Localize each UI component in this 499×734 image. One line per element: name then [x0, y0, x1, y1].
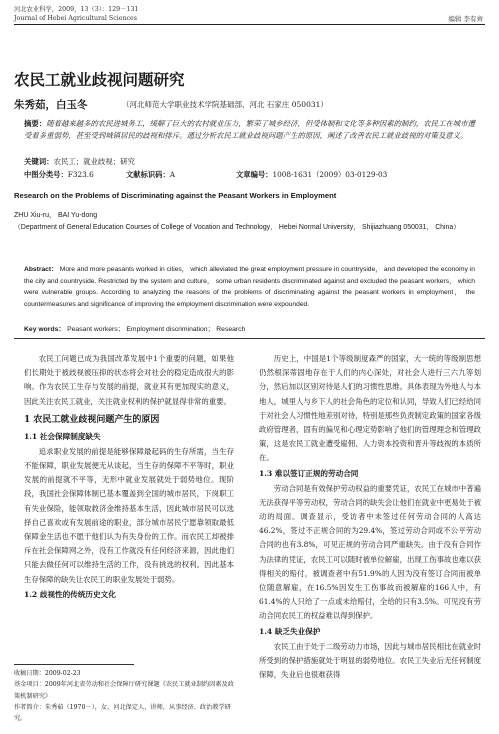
english-keywords-text: Peasant workers； Employment discrimination； Research [67, 326, 246, 333]
body-column-left [24, 352, 234, 603]
footnote-rule [14, 664, 134, 665]
doc-code-value: A [169, 170, 176, 179]
english-title: Research on the Problems of Discriminating against the Peasant Workers in Employment [14, 191, 337, 200]
english-abstract [24, 264, 475, 310]
body-column-right [259, 352, 481, 682]
journal-name-en: Journal of Hebei Agricultural Sciences [14, 14, 138, 22]
article-authors: 朱秀茹，白玉冬 [14, 99, 88, 111]
english-affiliation: （Department of General Education Courses of College of Vocation and Technology， Hebei Normal University， Shijiazhuang 050031， China） [14, 224, 461, 231]
abstract-rule [14, 338, 485, 339]
article-no-value: 1008-1631（2009）03-0129-03 [272, 170, 388, 179]
section-1-2-heading: 1.2 歧视性的传统历史文化 [24, 589, 116, 599]
keywords-cn [24, 156, 475, 167]
keywords-cn-label: 关键词： [24, 157, 54, 166]
section-1-3-heading: 1.3 难以签订正规的劳动合同 [259, 468, 359, 478]
section-1-1-paragraph: 追求职业发展的前提是能够保障最起码的生存所需，当生存不能保障，职业发展便无从谈起，当生存的保障不平等时，职业发展的前提就不平等，无形中就业发展就处于弱势地位。现阶段，我国社会保障体制已基本覆盖到全国的城市居民，下岗职工有失业保险，能领取救济金维持基本生活，因此城市居民可以选择自己喜欢或有发展前途的职业，部分城市居民宁愿靠领取最低保障金生活也不愿干他们认为有失身份的工作。而农民工却被排斥在社会保障网之外，没有工作就没有任何经济来源，因此他们只能去做任何可以维持生活的工作，没有挑选的权利。因此基本生存保障的缺失让农民工的职业发展处于弱势。 [24, 446, 234, 584]
section-1-4-heading: 1.4 缺乏失业保护 [259, 626, 321, 636]
english-keywords [24, 323, 475, 333]
footnote-fund: 基金项目：2009年河北省劳动和社会保障厅研究课题《农民工就业制约因素及政策机制研究》 [14, 681, 234, 700]
english-abstract-label: Abstract： [24, 266, 58, 273]
clc-value: F323.6 [67, 170, 94, 179]
clc-field [24, 170, 94, 180]
abstract-cn-label: 摘要： [24, 119, 47, 128]
abstract-cn [24, 118, 475, 142]
journal-header [14, 6, 139, 23]
clc-label: 中图分类号： [24, 170, 68, 179]
article-title: 农民工就业歧视问题研究 [14, 70, 185, 89]
doc-code-field [126, 170, 175, 180]
footnote-author: 作者简介：朱秀茹（1970－），女，河北保定人，讲师，从事经济、政治教学研究。 [14, 703, 231, 723]
section-1-1-heading: 1.1 社会保障制度缺失 [24, 431, 101, 441]
abstract-cn-text: 随着越来越多的农民进城务工，缓解了巨大的农村就业压力，繁荣了城乡经济，但受体制和文化等多种因素的制约，农民工在城市遭受着多重弱势，甚至受到城镇居民的歧视和排斥。通过分析农民工就业歧视问题产生的原因，阐述了改善农民工就业歧视的对策及意义。 [24, 119, 475, 141]
keywords-cn-text: 农民工；就业歧视；研究 [53, 157, 135, 166]
section-1-2-paragraph: 历史上，中国是1个等级制度森严的国家，大一统的等级制思想仍然根深蒂固地存在于人们的内心深处，对社会人进行三六九等划分，然后加以区别对待是人们的习惯性思维。具体表现为外地人与本地人，城里人与乡下人的社会角色的定位和认同，导致人们已经给同于对社会人习惯性地差别对待，特别是那些负责制定政策的国家各级政府管理者，固有的偏见和心理定势影响了他们的管理理念和管理政策，这是农民工就业遭受雇佣、人力资本投资和晋升等歧视的本质所在。 [259, 354, 481, 463]
english-abstract-text: More and more peasants worked in cities， which alleviated the great employment pressure in countryside， and developed the economy in the city and countryside. Restricted by the system and culture， some urban residents discriminated against and excluded the peasant workers， which were vulnerable groups. According to analyzing the reasons of the problems of discriminating against the peasant workers in employment， the countermeasures and significance of improving the employment discrimination were expounded. [24, 266, 475, 308]
english-authors: ZHU Xiu-ru， BAI Yu-dong [14, 212, 98, 219]
editor-tag: 编辑 李有齊 [448, 15, 483, 23]
footnotes [14, 668, 236, 724]
doc-code-label: 文献标识码： [126, 170, 170, 179]
section-1-3-paragraph: 劳动合同是有效保护劳动权益的重要凭证，农民工在城市中普遍无法获得平等劳动权，劳动合同的缺失会让他们在就业中更易处于被动的局面。调查显示，受访者中未签过任何劳动合同的人高达46.2%，签过不正规合同的为29.4%，签过劳动合同或不公平劳动合同的也有3.8%，可见正规的劳动合同严重缺失。由于没有合同作为法律的凭证，农民工可以随时被单位解雇，出现工伤事故也难以获得相关的赔付，被调查者中有51.9%的人因为没有签订合同而被单位随意解雇，在16.5%因发生工伤事故而被解雇的166人中，有61.4%的人只给了一点或未给赔付，全给的只有3.5%。可见没有劳动合同农民工的权益难以得到保护。 [259, 483, 481, 621]
english-keywords-label: Key words： [24, 326, 66, 333]
journal-citation-cn: 河北农业科学，2009，13（3）：129－131 [14, 6, 139, 13]
article-affiliation: （河北师范大学职业技术学院基础部，河北 石家庄 050031） [122, 100, 328, 109]
article-no-label: 文章编号： [236, 170, 273, 179]
intro-paragraph: 农民工问题已成为我国改革发展中1个重要的问题，如果他们长期处于被歧视被压抑的状态将会对社会的稳定造成很大的影响。作为农民工生存与发展的前提，就业其有更加现实的意义，因此关注农民工就业，关注就业权利的保护就显得非常的重要。 [24, 354, 234, 406]
section-1-4-paragraph: 农民工由于处于二级劳动力市场，因此与城市居民相比在就业时所受到的保护措施就处于明显的弱势地位。农民工失业后无任何制度保障，失业后也很难获得 [259, 641, 481, 680]
header-rule [14, 24, 485, 25]
footnote-received: 收稿日期：2009-02-23 [14, 670, 81, 677]
section-1-heading: 1 农民工就业歧视问题产生的原因 [24, 414, 160, 425]
article-no-field [236, 170, 387, 180]
